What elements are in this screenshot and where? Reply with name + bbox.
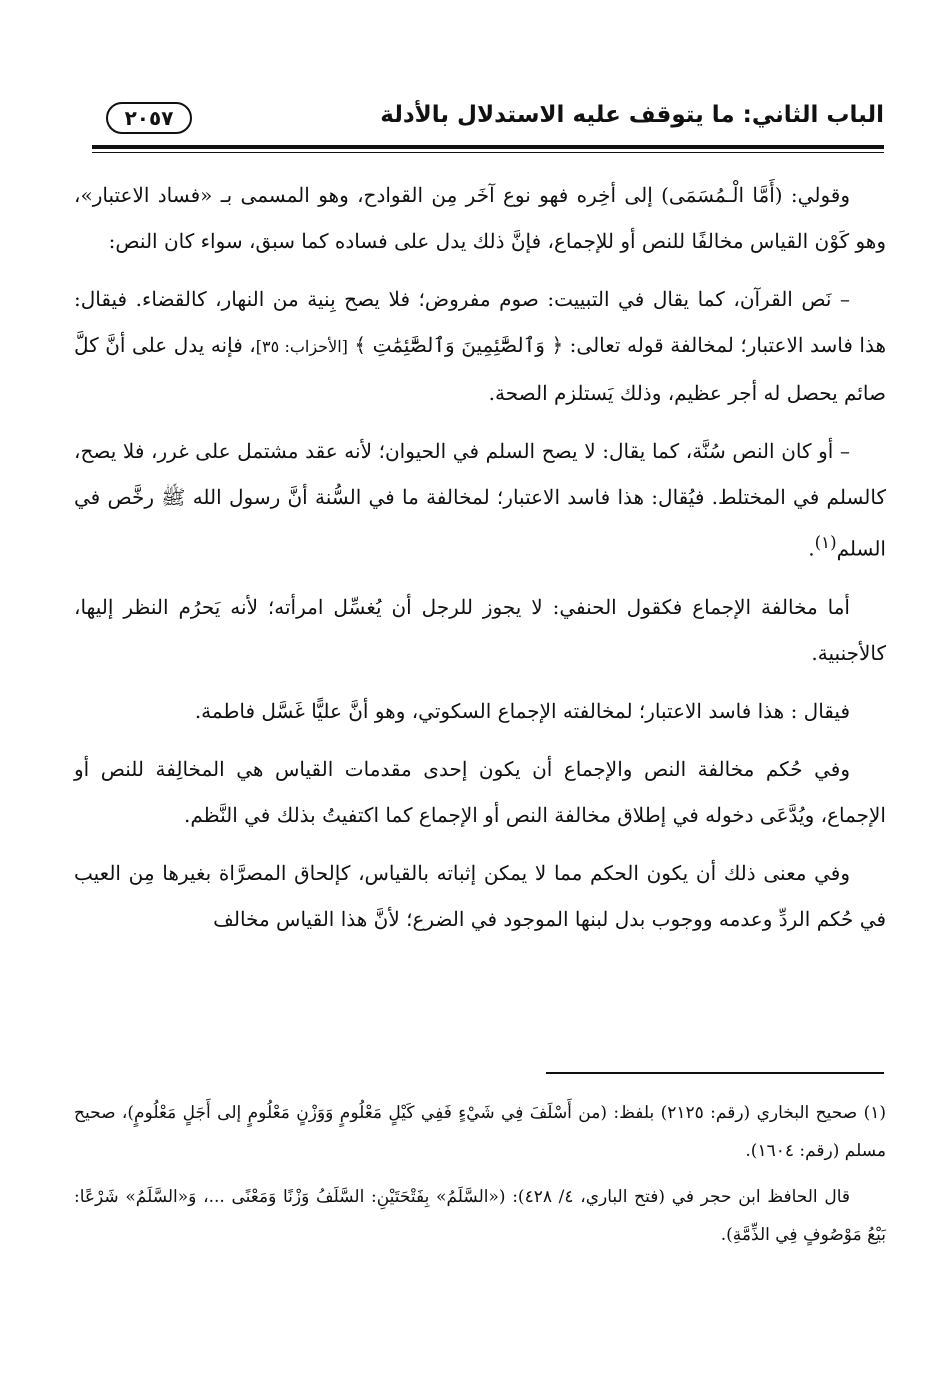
paragraph-7: وفي معنى ذلك أن يكون الحكم مما لا يمكن إثباته بالقياس، كإلحاق المصرَّاة بغيرها مِن العيب في حُكم الردِّ وعدمه ووجوب بدل لبنها الموجود في الضرع؛ لأنَّ هذا القياس مخالف: [74, 860, 886, 931]
paragraph-2: [74, 276, 886, 416]
paragraph-3-end: .: [808, 536, 815, 561]
footnotes: [74, 1094, 886, 1262]
paragraph-3: [74, 428, 886, 572]
paragraph-2-continuation: ، فإنه يدل على أنَّ كلَّ صائم يحصل له أجر عظيم، وذلك يَستلزم الصحة.: [74, 333, 886, 405]
main-text: [74, 172, 886, 954]
paragraph-1: وقولي: (أَمَّا الْـمُسَمَى) إلى أخِره فهو نوع آخَر مِن القوادح، وهو المسمى بـ «فساد الاعتبار»، وهو كَوْن القياس مخالفًا للنص أو للإجماع، فإنَّ ذلك يدل على فساده كما سبق، سواء كان النص:: [74, 183, 886, 253]
header-rule-thick: [92, 145, 884, 149]
footnote-1: (١) صحيح البخاري (رقم: ٢١٢٥) بلفظ: (من أَسْلَفَ فِي شَيْءٍ فَفِي كَيْلٍ مَعْلُومٍ وَوَزْنٍ مَعْلُومٍ إلى أَجَلٍ مَعْلُومٍ)، صحيح مسلم (رقم: ١٦٠٤).: [74, 1103, 886, 1161]
page-number: ٢٠٥٧: [106, 102, 192, 134]
footnote-marker: (١): [814, 533, 837, 552]
quran-reference: [الأحزاب: ٣٥]: [255, 337, 348, 356]
header-rule-thin: [92, 152, 884, 153]
footnote-1-continuation: قال الحافظ ابن حجر في (فتح الباري، ٤/ ٤٢٨): («السَّلَمُ» بِفَتْحَتَيْنِ: السَّلَفُ وَزْنًا وَمَعْنًى ...، وَ«السَّلَمُ» شَرْعًا: بَيْعُ مَوْصُوفٍ فِي الذِّمَّةِ).: [74, 1187, 886, 1245]
paragraph-2-text: – نَص القرآن، كما يقال في التبييت: صوم مفروض؛ فلا يصح بِنية من النهار، كالقضاء. فيقال: هذا فاسد الاعتبار؛ لمخالفة قوله تعالى: ﴿ وَٱلصَّٰٓئِمِينَ وَٱلصَّٰٓئِمَٰتِ ﴾: [74, 287, 887, 357]
chapter-title: الباب الثاني: ما يتوقف عليه الاستدلال بالأدلة: [380, 102, 884, 128]
paragraph-5: فيقال : هذا فاسد الاعتبار؛ لمخالفته الإجماع السكوتي، وهو أنَّ عليًّا غَسَّل فاطمة.: [194, 698, 850, 723]
paragraph-3-text: – أو كان النص سُنَّة، كما يقال: لا يصح السلم في الحيوان؛ لأنه عقد مشتمل على غرر، فلا يصح، كالسلم في المختلط. فيُقال: هذا فاسد الاعتبار؛ لمخالفة ما في السُّنة أنَّ رسول الله ﷺ رخَّص في السلم: [74, 439, 886, 561]
paragraph-6: وفي حُكم مخالفة النص والإجماع أن يكون إحدى مقدمات القياس هي المخالِفة للنص أو الإجماع، ويُدَّعَى دخوله في إطلاق مخالفة النص أو الإجماع كما اكتفيتُ بذلك في النَّظم.: [74, 756, 886, 827]
footnote-separator: [546, 1072, 884, 1074]
page-header: [90, 100, 884, 140]
paragraph-4: أما مخالفة الإجماع فكقول الحنفي: لا يجوز للرجل أن يُغسِّل امرأته؛ لأنه يَحرُم النظر إليها، كالأجنبية.: [74, 594, 886, 665]
